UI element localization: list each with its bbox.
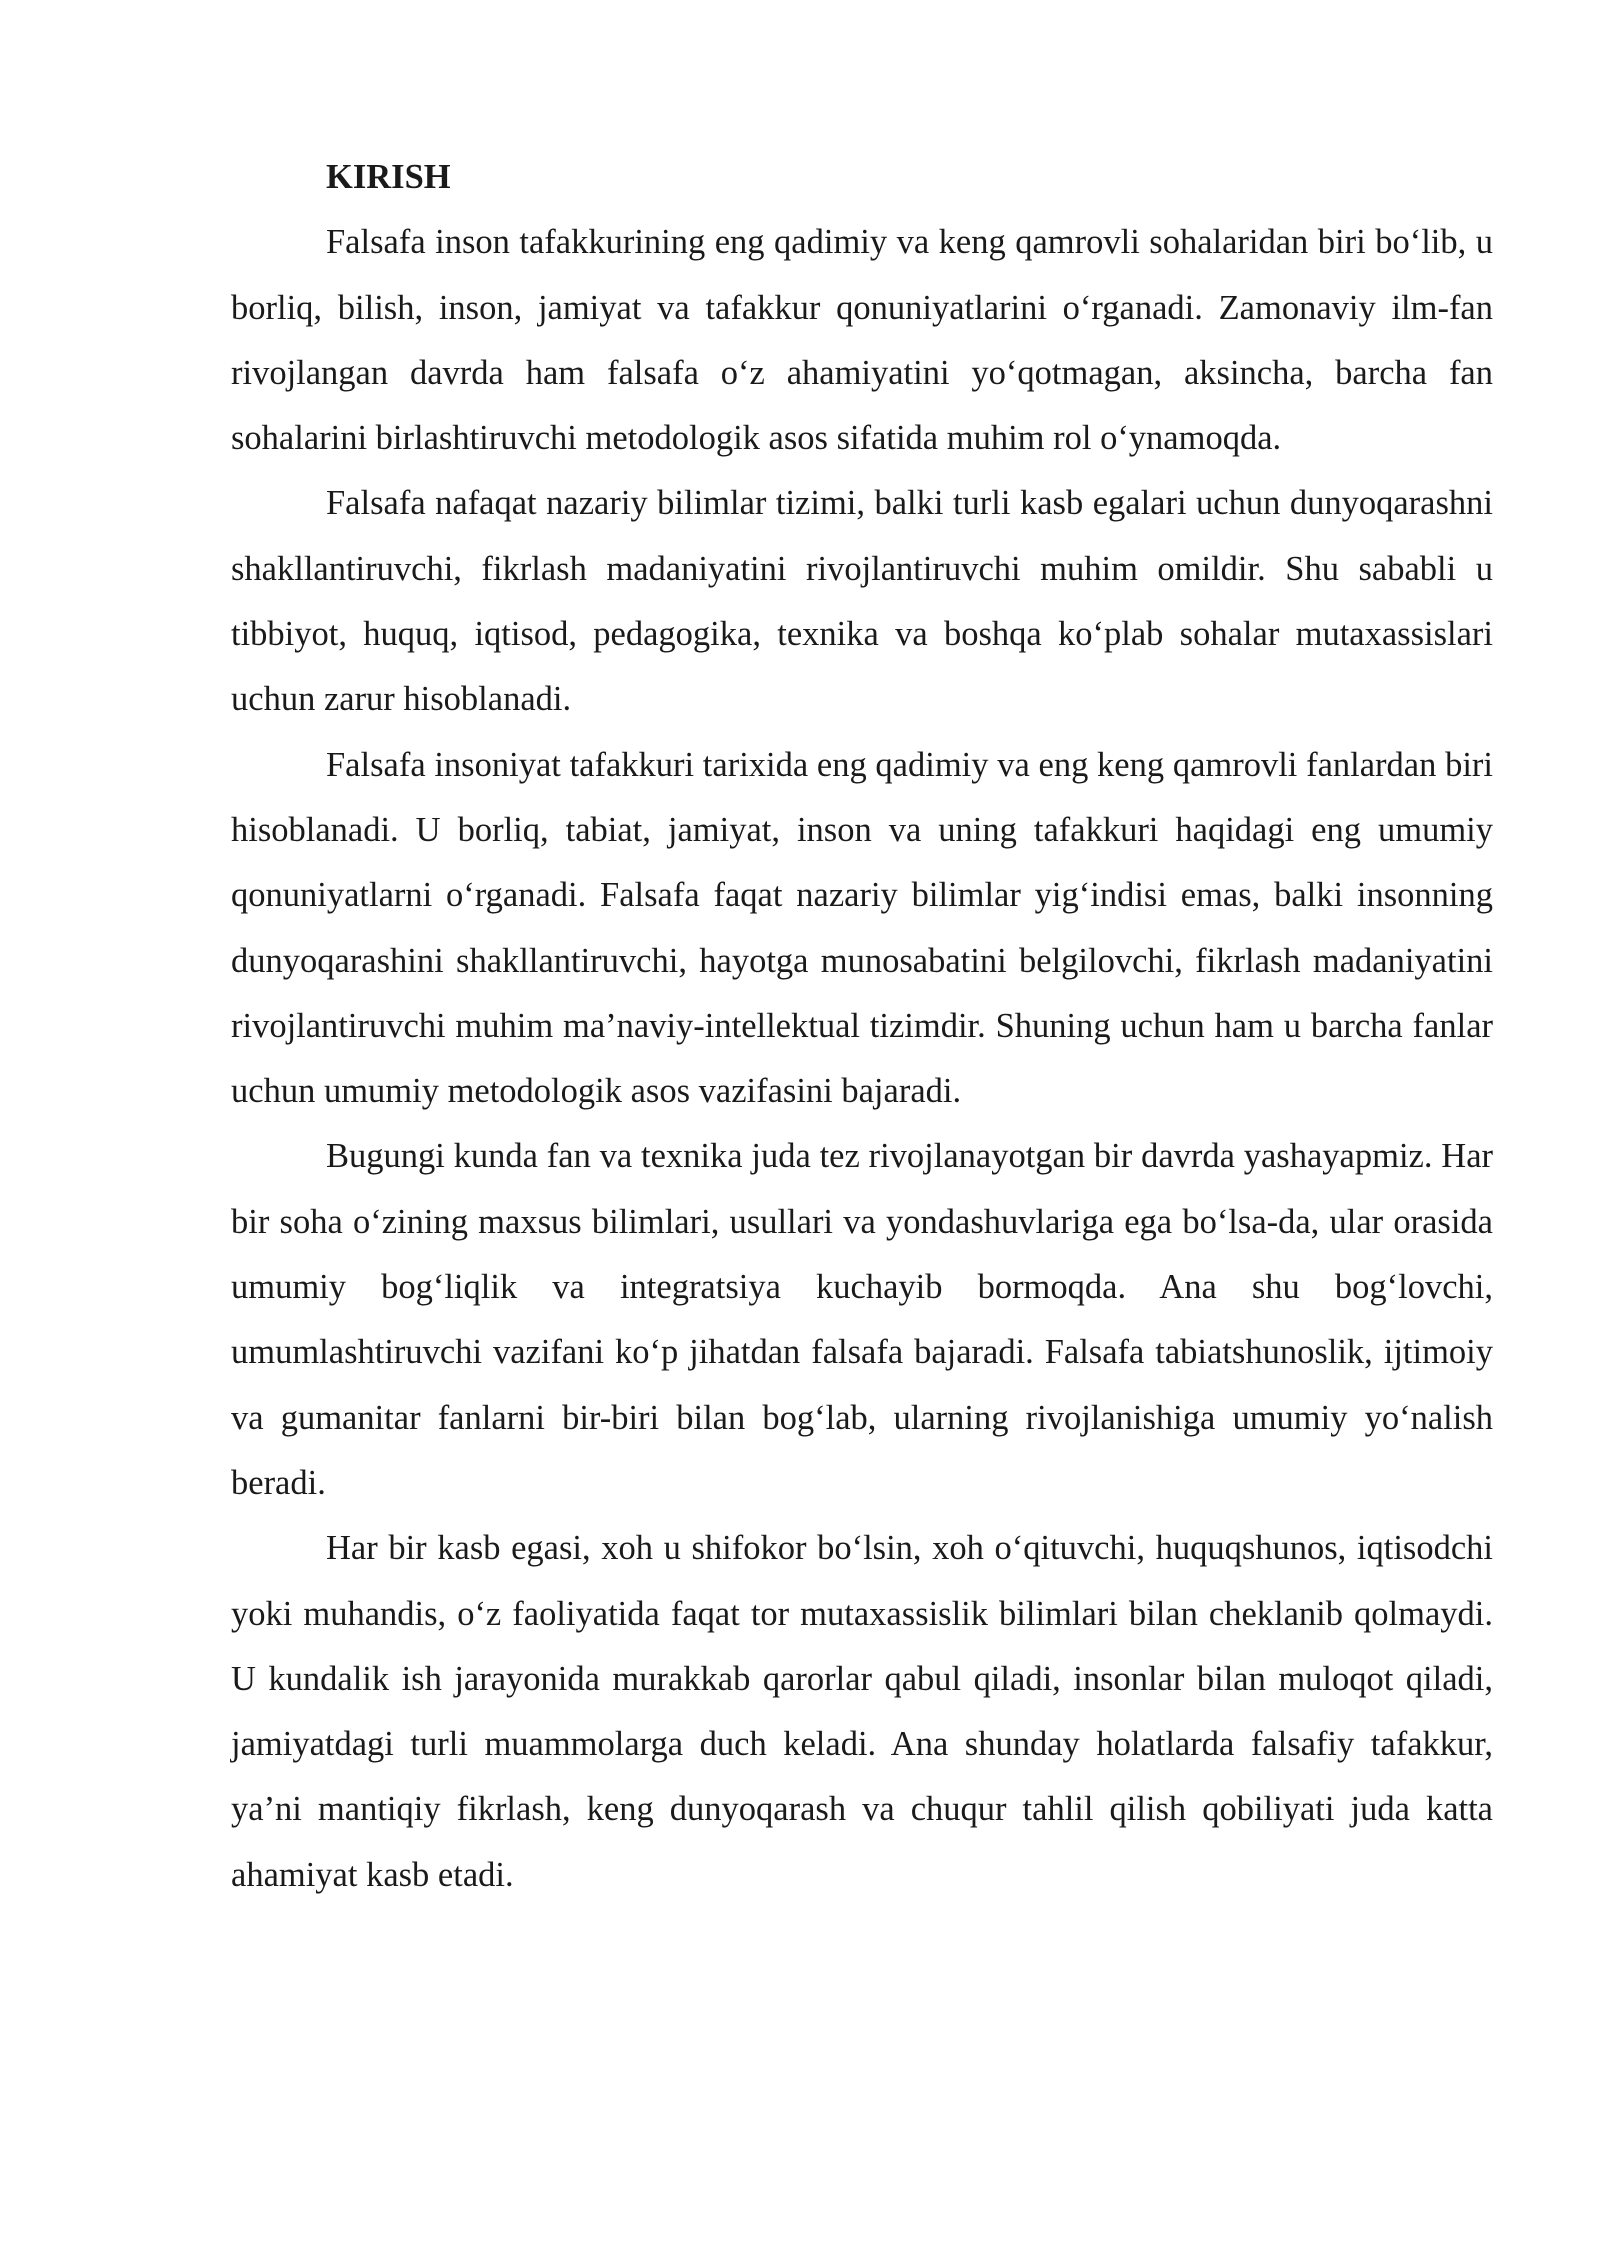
paragraph-2: Falsafa nafaqat nazariy bilimlar tizimi, balki turli kasb egalari uchun dunyoqarashni shakllantiruvchi, fikrlash madaniyatini rivojlantiruvchi muhim omildir. Shu sababli u tibbiyot, huquq, iqtisod, pedagogika, texnika va boshqa ko‘plab sohalar mutaxassislari uchun zarur hisoblanadi.: [231, 484, 1493, 719]
section-heading: KIRISH: [326, 158, 451, 196]
paragraph-5: Har bir kasb egasi, xoh u shifokor bo‘lsin, xoh o‘qituvchi, huquqshunos, iqtisodchi yoki muhandis, o‘z faoliyatida faqat tor mutaxassislik bilimlari bilan cheklanib qolmaydi. U kundalik ish jarayonida murakkab qarorlar qabul qiladi, insonlar bilan muloqot qiladi, jamiyatdagi turli muammolarga duch keladi. Ana shunday holatlarda falsafiy tafakkur, ya’ni mantiqiy fikrlash, keng dunyoqarash va chuqur tahlil qilish qobiliyati juda katta ahamiyat kasb etadi.: [231, 1529, 1493, 1894]
document-body: [231, 145, 1493, 1908]
paragraph-3: Falsafa insoniyat tafakkuri tarixida eng qadimiy va eng keng qamrovli fanlardan biri hisoblanadi. U borliq, tabiat, jamiyat, inson va uning tafakkuri haqidagi eng umumiy qonuniyatlarni o‘rganadi. Falsafa faqat nazariy bilimlar yig‘indisi emas, balki insonning dunyoqarashini shakllantiruvchi, hayotga munosabatini belgilovchi, fikrlash madaniyatini rivojlantiruvchi muhim ma’naviy-intellektual tizimdir. Shuning uchun ham u barcha fanlar uchun umumiy metodologik asos vazifasini bajaradi.: [231, 745, 1493, 1111]
paragraph-1: Falsafa inson tafakkurining eng qadimiy va keng qamrovli sohalaridan biri bo‘lib, u borliq, bilish, inson, jamiyat va tafakkur qonuniyatlarini o‘rganadi. Zamonaviy ilm-fan rivojlangan davrda ham falsafa o‘z ahamiyatini yo‘qotmagan, aksincha, barcha fan sohalarini birlashtiruvchi metodologik asos sifatida muhim rol o‘ynamoqda.: [231, 223, 1493, 458]
paragraph-4: Bugungi kunda fan va texnika juda tez rivojlanayotgan bir davrda yashayapmiz. Har bir soha o‘zining maxsus bilimlari, usullari va yondashuvlariga ega bo‘lsa-da, ular orasida umumiy bog‘liqlik va integratsiya kuchayib bormoqda. Ana shu bog‘lovchi, umumlashtiruvchi vazifani ko‘p jihatdan falsafa bajaradi. Falsafa tabiatshunoslik, ijtimoiy va gumanitar fanlarni bir-biri bilan bog‘lab, ularning rivojlanishiga umumiy yo‘nalish beradi.: [231, 1137, 1493, 1502]
